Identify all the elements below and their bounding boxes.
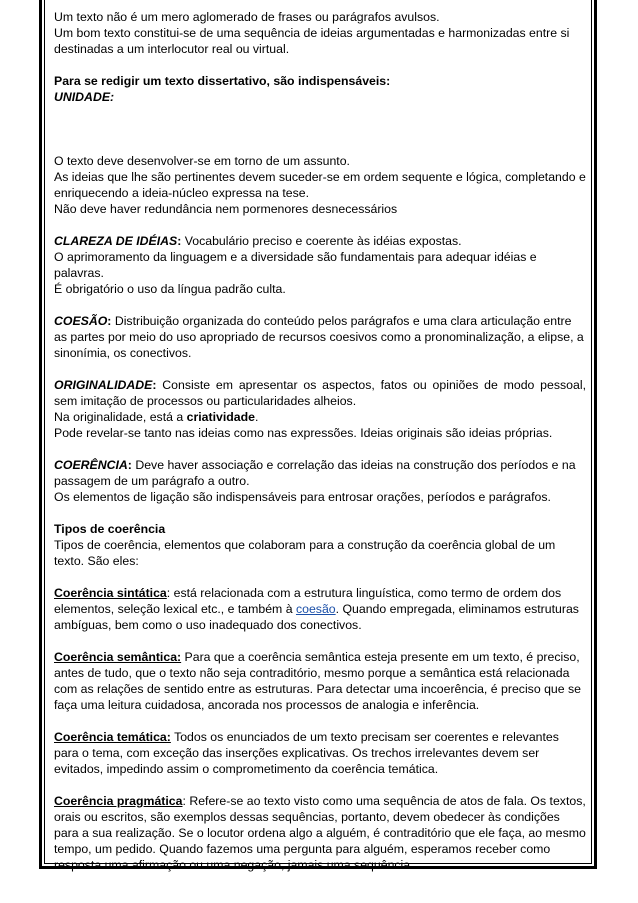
section-heading [54,73,586,89]
sintatica-label: Coerência sintática [54,586,167,600]
originalidade-paragraph-2: Na originalidade, está a criatividade. [54,410,259,424]
intro-line-2: Um bom texto constitui-se de uma sequência de ideias argumentadas e harmonizadas entre si destinadas a um interlocutor real ou virtual. [54,26,570,56]
originalidade-paragraph-3: Pode revelar-se tanto nas ideias como nas expressões. Ideias originais são ideias próprias. [54,426,553,440]
pragmatica-label: Coerência pragmática [54,794,183,808]
tipos-title: Tipos de coerência [54,522,166,536]
coerencia-label: COERÊNCIA [54,458,128,472]
clareza-paragraph-3: É obrigatório o uso da língua padrão culta. [54,282,286,296]
unidade-heading [54,89,586,105]
intro-line-1: Um texto não é um mero aglomerado de frases ou parágrafos avulsos. [54,10,440,24]
tematica-label: Coerência temática: [54,730,171,744]
clareza-paragraph: CLAREZA DE IDÉIAS: Vocabulário preciso e coerente às idéias expostas. [54,234,462,248]
clareza-label: CLAREZA DE IDÉIAS [54,234,178,248]
originalidade-paragraph: ORIGINALIDADE: Consiste em apresentar os aspectos, fatos ou opiniões de modo pessoal, sem imitação de processos ou particularidades alheios. [54,378,586,408]
semantica-label: Coerência semântica: [54,650,182,664]
heading-text: Para se redigir um texto dissertativo, são indispensáveis: [54,74,391,88]
originalidade-label: ORIGINALIDADE [54,378,153,392]
sintatica-paragraph: Coerência sintática: está relacionada com a estrutura linguística, como termo de ordem dos elementos, seleção lexical etc., e também à coesão. Quando empregada, eliminamos estruturas ambíguas, bem como o uso inadequado dos conectivos. [54,586,579,632]
document-body [54,9,586,873]
unidade-paragraph-3: Não deve haver redundância nem pormenores desnecessários [54,202,398,216]
tipos-paragraph: Tipos de coerência, elementos que colaboram para a construção da coerência global de um texto. São eles: [54,538,556,568]
coerencia-paragraph: COERÊNCIA: Deve haver associação e correlação das ideias na construção dos períodos e na passagem de um parágrafo a outro. [54,458,576,488]
semantica-paragraph: Coerência semântica: Para que a coerência semântica esteja presente em um texto, é preciso, antes de tudo, que o texto não seja contraditório, mesmo porque a semântica está relacionada com as relações de sentido entre as estruturas. Para detectar uma incoerência, é preciso que se faça uma leitura cuidadosa, ancorada nos processos de analogia e inferência. [54,650,582,712]
coerencia-paragraph-2: Os elementos de ligação são indispensáveis para entrosar orações, períodos e parágrafos. [54,490,551,504]
unidade-label: UNIDADE: [54,90,115,104]
unidade-paragraph-1: O texto deve desenvolver-se em torno de um assunto. [54,154,350,168]
coesao-link[interactable]: coesão [295,602,336,616]
clareza-paragraph-2: O aprimoramento da linguagem e a diversidade são fundamentais para adequar idéias e palavras. [54,250,537,280]
tematica-paragraph: Coerência temática: Todos os enunciados de um texto precisam ser coerentes e relevantes para o tema, com exceção das inserções explicativas. Os trechos irrelevantes devem ser evitados, impedindo assim o comprometimento da coerência temática. [54,730,559,776]
unidade-paragraph-2: As ideias que lhe são pertinentes devem suceder-se em ordem sequente e lógica, completando e enriquecendo a ideia-núcleo expressa na tese. [54,170,586,200]
coesao-paragraph: COESÃO: Distribuição organizada do conteúdo pelos parágrafos e uma clara articulação entre as partes por meio do uso apropriado de recursos coesivos como a pronominalização, a elipse, a sinonímia, os conectivos. [54,314,584,360]
criatividade-text: criatividade [186,410,255,424]
coesao-label: COESÃO [54,314,108,328]
pragmatica-paragraph: Coerência pragmática: Refere-se ao texto visto como uma sequência de atos de fala. Os textos, orais ou escritos, são exemplos dessas sequências, portanto, devem obedecer às condições para a sua realização. Se o locutor ordena algo a alguém, é contraditório que ele faça, ao mesmo tempo, um pedido. Quando fazemos uma pergunta para alguém, esperamos receber como resposta uma afirmação ou uma negação, jamais uma sequência [54,794,586,872]
